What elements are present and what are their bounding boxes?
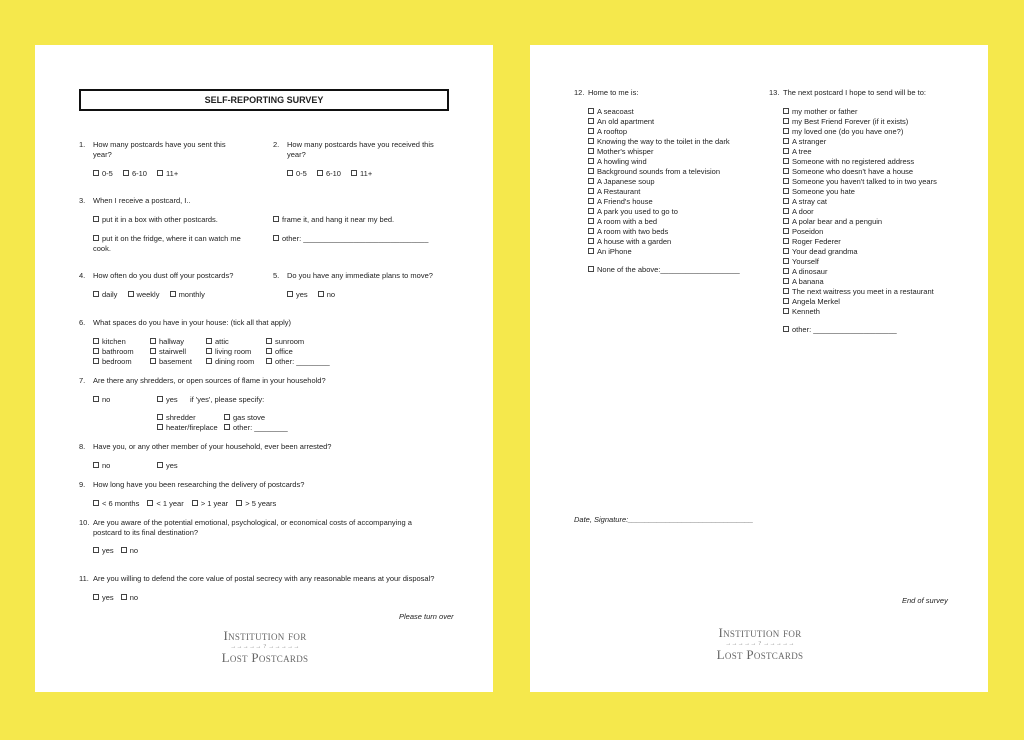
checkbox-icon[interactable]: [783, 208, 789, 214]
checkbox-icon[interactable]: [157, 170, 163, 176]
checkbox-icon[interactable]: [588, 238, 594, 244]
q10-option[interactable]: yes: [93, 546, 114, 555]
checkbox-icon[interactable]: [93, 348, 99, 354]
q10-options: [93, 546, 146, 556]
q6-option[interactable]: bedroom: [93, 357, 132, 367]
checkbox-icon[interactable]: [317, 170, 323, 176]
q2-option[interactable]: 11+: [351, 169, 372, 178]
q3-option[interactable]: put it on the fridge, where it can watch me cook.: [93, 234, 241, 253]
q13-option[interactable]: Kenneth: [783, 307, 937, 317]
checkbox-icon[interactable]: [287, 170, 293, 176]
checkbox-icon[interactable]: [121, 594, 127, 600]
checkbox-icon[interactable]: [147, 500, 153, 506]
q13-option[interactable]: A dinosaur: [783, 267, 937, 277]
q6-option[interactable]: living room: [206, 347, 251, 357]
checkbox-icon[interactable]: [121, 547, 127, 553]
q5-option[interactable]: yes: [287, 290, 308, 299]
q10-option[interactable]: no: [121, 546, 138, 555]
checkbox-icon[interactable]: [93, 235, 99, 241]
checkbox-icon[interactable]: [588, 208, 594, 214]
q12-option[interactable]: A Restaurant: [588, 187, 730, 197]
q8-option[interactable]: yes: [157, 461, 178, 471]
q2-number: 2.: [273, 140, 280, 149]
q2-option[interactable]: 6-10: [317, 169, 341, 178]
checkbox-icon[interactable]: [783, 108, 789, 114]
q11-option[interactable]: no: [121, 593, 138, 602]
q6-option-other[interactable]: other: ________: [266, 357, 330, 367]
q13-option[interactable]: A stranger: [783, 137, 937, 147]
checkbox-icon[interactable]: [93, 338, 99, 344]
institution-logo: [680, 626, 840, 662]
checkbox-icon[interactable]: [157, 462, 163, 468]
q1-options: [93, 169, 186, 179]
checkbox-icon[interactable]: [588, 168, 594, 174]
checkbox-icon[interactable]: [588, 218, 594, 224]
q4-option[interactable]: daily: [93, 290, 117, 299]
q8-number: 8.: [79, 442, 86, 451]
q7-option[interactable]: gas stove: [224, 413, 265, 423]
checkbox-icon[interactable]: [206, 358, 212, 364]
checkbox-icon[interactable]: [588, 188, 594, 194]
q12-option[interactable]: A Japanese soup: [588, 177, 730, 187]
checkbox-icon[interactable]: [783, 238, 789, 244]
checkbox-icon[interactable]: [287, 291, 293, 297]
q6-text: What spaces do you have in your house: (tick all that apply): [93, 318, 292, 327]
q5-option[interactable]: no: [318, 290, 335, 299]
checkbox-icon[interactable]: [588, 248, 594, 254]
checkbox-icon[interactable]: [224, 424, 230, 430]
q9-option[interactable]: < 1 year: [147, 499, 183, 508]
checkbox-icon[interactable]: [783, 118, 789, 124]
checkbox-icon[interactable]: [170, 291, 176, 297]
q1-option[interactable]: 6-10: [123, 169, 147, 178]
end-of-survey: End of survey: [902, 596, 948, 605]
q4-option[interactable]: weekly: [128, 290, 160, 299]
q10-number: 10.: [79, 518, 90, 527]
checkbox-icon[interactable]: [93, 291, 99, 297]
checkbox-icon[interactable]: [224, 414, 230, 420]
q11-text: Are you willing to defend the core value of postal secrecy with any reasonable means at your disposal?: [93, 574, 435, 583]
survey-page-1: [35, 45, 493, 692]
please-turn-over: Please turn over: [399, 612, 454, 621]
q6-option[interactable]: kitchen: [93, 337, 126, 347]
q7-option-other[interactable]: other: ________: [224, 423, 288, 433]
q8-text: Have you, or any other member of your household, ever been arrested?: [93, 442, 332, 451]
checkbox-icon[interactable]: [318, 291, 324, 297]
q13-option[interactable]: A banana: [783, 277, 937, 287]
q13-option[interactable]: A tree: [783, 147, 937, 157]
q13-option[interactable]: The next waitress you meet in a restaurant: [783, 287, 937, 297]
q3-number: 3.: [79, 196, 86, 205]
q1-number: 1.: [79, 140, 86, 149]
q11-option[interactable]: yes: [93, 593, 114, 602]
checkbox-icon[interactable]: [588, 228, 594, 234]
checkbox-icon[interactable]: [588, 148, 594, 154]
q9-options: [93, 499, 284, 509]
date-signature-field[interactable]: Date, Signature:______________________________: [574, 515, 754, 524]
logo-ornament: →→→→→ ? →→→→→: [230, 644, 300, 650]
q3-option-other[interactable]: other: ______________________________: [273, 234, 428, 244]
q7-option[interactable]: no: [93, 395, 110, 405]
q9-option[interactable]: > 5 years: [236, 499, 276, 508]
checkbox-icon[interactable]: [783, 128, 789, 134]
checkbox-icon[interactable]: [783, 138, 789, 144]
q6-number: 6.: [79, 318, 86, 327]
checkbox-icon[interactable]: [588, 158, 594, 164]
q6-option[interactable]: stairwell: [150, 347, 186, 357]
logo-line-2: Lost Postcards: [221, 650, 309, 665]
q6-option[interactable]: basement: [150, 357, 192, 367]
q13-option[interactable]: Roger Federer: [783, 237, 937, 247]
checkbox-icon[interactable]: [783, 326, 789, 332]
q4-options: [93, 290, 213, 300]
checkbox-icon[interactable]: [93, 594, 99, 600]
survey-page-2: [530, 45, 988, 692]
q12-options: [588, 107, 730, 257]
q13-option[interactable]: Poseidon: [783, 227, 937, 237]
checkbox-icon[interactable]: [588, 128, 594, 134]
q12-option[interactable]: A howling wind: [588, 157, 730, 167]
checkbox-icon[interactable]: [93, 462, 99, 468]
q7-text: Are there any shredders, or open sources of flame in your household?: [93, 376, 326, 385]
q13-option[interactable]: A stray cat: [783, 197, 937, 207]
q2-text: How many postcards have you received this year?: [287, 140, 434, 159]
q12-option[interactable]: Knowing the way to the toilet in the dark: [588, 137, 730, 147]
q8-option[interactable]: no: [93, 461, 110, 471]
checkbox-icon[interactable]: [783, 188, 789, 194]
q7-option[interactable]: yes: [157, 395, 178, 405]
q2-option[interactable]: 0-5: [287, 169, 307, 178]
q2-options: [287, 169, 380, 179]
logo-ornament: →→→→→ ? →→→→→: [725, 641, 795, 647]
checkbox-icon[interactable]: [783, 298, 789, 304]
q13-option[interactable]: A polar bear and a penguin: [783, 217, 937, 227]
q9-text: How long have you been researching the delivery of postcards?: [93, 480, 305, 489]
checkbox-icon[interactable]: [157, 424, 163, 430]
checkbox-icon[interactable]: [783, 168, 789, 174]
q12-option[interactable]: An iPhone: [588, 247, 730, 257]
q6-option[interactable]: attic: [206, 337, 229, 347]
q1-option[interactable]: 11+: [157, 169, 178, 178]
checkbox-icon[interactable]: [783, 278, 789, 284]
q13-option[interactable]: Someone who doesn't have a house: [783, 167, 937, 177]
checkbox-icon[interactable]: [157, 414, 163, 420]
logo-line-2: Lost Postcards: [716, 647, 804, 662]
q13-option[interactable]: A door: [783, 207, 937, 217]
checkbox-icon[interactable]: [157, 396, 163, 402]
q13-option[interactable]: Someone you haven't talked to in two years: [783, 177, 937, 187]
q12-option[interactable]: A seacoast: [588, 107, 730, 117]
checkbox-icon[interactable]: [783, 178, 789, 184]
checkbox-icon[interactable]: [123, 170, 129, 176]
checkbox-icon[interactable]: [783, 218, 789, 224]
q12-option[interactable]: A Friend's house: [588, 197, 730, 207]
q6-option[interactable]: sunroom: [266, 337, 304, 347]
checkbox-icon[interactable]: [588, 198, 594, 204]
q12-option[interactable]: A rooftop: [588, 127, 730, 137]
q1-text: How many postcards have you sent this year?: [93, 140, 226, 159]
q7-option[interactable]: shredder: [157, 413, 196, 423]
checkbox-icon[interactable]: [783, 248, 789, 254]
q9-option[interactable]: > 1 year: [192, 499, 228, 508]
q12-option[interactable]: An old apartment: [588, 117, 730, 127]
checkbox-icon[interactable]: [351, 170, 357, 176]
q12-option[interactable]: A house with a garden: [588, 237, 730, 247]
checkbox-icon[interactable]: [93, 170, 99, 176]
checkbox-icon[interactable]: [783, 228, 789, 234]
checkbox-icon[interactable]: [588, 178, 594, 184]
q12-option[interactable]: A room with a bed: [588, 217, 730, 227]
logo-line-1: Institution for: [223, 628, 307, 643]
q12-option[interactable]: A room with two beds: [588, 227, 730, 237]
checkbox-icon[interactable]: [93, 358, 99, 364]
q6-option[interactable]: bathroom: [93, 347, 134, 357]
q13-option[interactable]: Your dead grandma: [783, 247, 937, 257]
q3-text: When I receive a postcard, I..: [93, 196, 191, 205]
q13-option[interactable]: Someone with no registered address: [783, 157, 937, 167]
checkbox-icon[interactable]: [588, 138, 594, 144]
checkbox-icon[interactable]: [150, 338, 156, 344]
q6-option[interactable]: dining room: [206, 357, 254, 367]
q13-option[interactable]: Someone you hate: [783, 187, 937, 197]
q12-option[interactable]: Mother's whisper: [588, 147, 730, 157]
q6-option[interactable]: hallway: [150, 337, 184, 347]
q9-option[interactable]: < 6 months: [93, 499, 139, 508]
q3-option[interactable]: put it in a box with other postcards.: [93, 215, 218, 225]
logo-line-1: Institution for: [718, 625, 802, 640]
checkbox-icon[interactable]: [273, 216, 279, 222]
q13-option-other[interactable]: other: ____________________: [783, 325, 897, 335]
checkbox-icon[interactable]: [783, 288, 789, 294]
q13-option[interactable]: Yourself: [783, 257, 937, 267]
checkbox-icon[interactable]: [783, 308, 789, 314]
q6-option[interactable]: office: [266, 347, 293, 357]
checkbox-icon[interactable]: [783, 258, 789, 264]
checkbox-icon[interactable]: [150, 358, 156, 364]
checkbox-icon[interactable]: [93, 216, 99, 222]
q7-number: 7.: [79, 376, 86, 385]
q4-option[interactable]: monthly: [170, 290, 205, 299]
checkbox-icon[interactable]: [783, 148, 789, 154]
q13-option[interactable]: my Best Friend Forever (if it exists): [783, 117, 937, 127]
q12-option[interactable]: A park you used to go to: [588, 207, 730, 217]
checkbox-icon[interactable]: [266, 338, 272, 344]
q11-number: 11.: [79, 574, 89, 583]
checkbox-icon[interactable]: [588, 266, 594, 272]
q13-option[interactable]: my mother or father: [783, 107, 937, 117]
q9-number: 9.: [79, 480, 86, 489]
checkbox-icon[interactable]: [273, 235, 279, 241]
checkbox-icon[interactable]: [588, 108, 594, 114]
q5-text: Do you have any immediate plans to move?: [287, 271, 433, 280]
q5-options: [287, 290, 343, 300]
checkbox-icon[interactable]: [93, 396, 99, 402]
checkbox-icon[interactable]: [783, 198, 789, 204]
checkbox-icon[interactable]: [266, 348, 272, 354]
checkbox-icon[interactable]: [150, 348, 156, 354]
checkbox-icon[interactable]: [93, 547, 99, 553]
checkbox-icon[interactable]: [206, 348, 212, 354]
q5-number: 5.: [273, 271, 280, 280]
checkbox-icon[interactable]: [588, 118, 594, 124]
checkbox-icon[interactable]: [128, 291, 134, 297]
q10-text: Are you aware of the potential emotional, psychological, or economical costs of accompanying a postcard to its final destination?: [93, 518, 412, 537]
checkbox-icon[interactable]: [266, 358, 272, 364]
q1-option[interactable]: 0-5: [93, 169, 113, 178]
q7-option[interactable]: heater/fireplace: [157, 423, 218, 433]
checkbox-icon[interactable]: [93, 500, 99, 506]
q4-text: How often do you dust off your postcards?: [93, 271, 234, 280]
q12-number: 12.: [574, 88, 585, 97]
q11-options: [93, 593, 146, 603]
survey-title: SELF-REPORTING SURVEY: [79, 89, 449, 111]
q12-option-none[interactable]: None of the above:___________________: [588, 265, 740, 275]
checkbox-icon[interactable]: [783, 268, 789, 274]
checkbox-icon[interactable]: [783, 158, 789, 164]
checkbox-icon[interactable]: [192, 500, 198, 506]
q7-specify-label: if 'yes', please specify:: [190, 395, 265, 404]
q12-option[interactable]: Background sounds from a television: [588, 167, 730, 177]
q12-text: Home to me is:: [588, 88, 639, 97]
q4-number: 4.: [79, 271, 86, 280]
checkbox-icon[interactable]: [236, 500, 242, 506]
q3-option[interactable]: frame it, and hang it near my bed.: [273, 215, 394, 225]
q13-number: 13.: [769, 88, 780, 97]
checkbox-icon[interactable]: [206, 338, 212, 344]
q13-option[interactable]: my loved one (do you have one?): [783, 127, 937, 137]
q13-options: [783, 107, 937, 317]
q13-option[interactable]: Angela Merkel: [783, 297, 937, 307]
institution-logo: [185, 629, 345, 665]
q13-text: The next postcard I hope to send will be to:: [783, 88, 927, 97]
